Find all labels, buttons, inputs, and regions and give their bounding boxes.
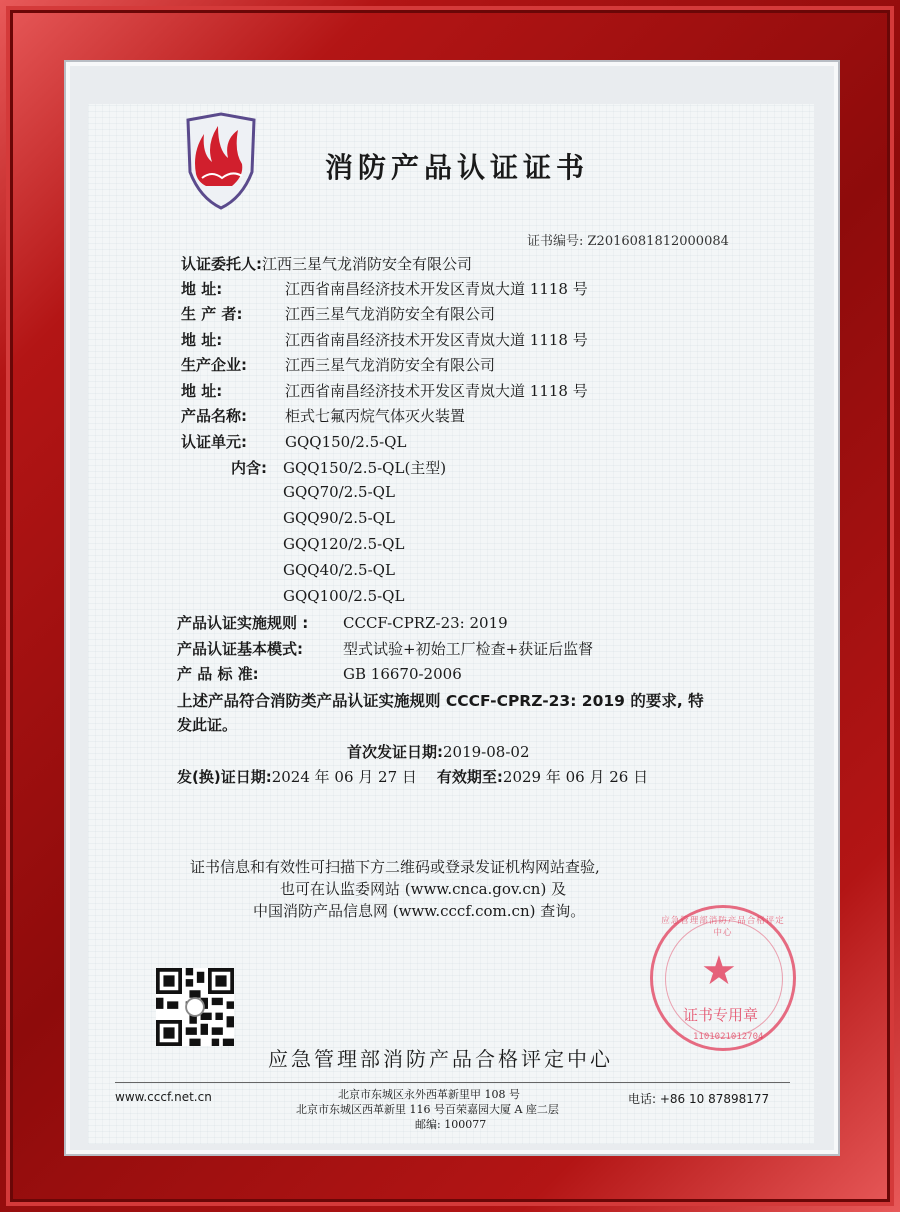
mode-label: 产品认证基本模式: xyxy=(177,640,303,658)
field-row xyxy=(181,329,588,350)
field-label: 生 产 者: xyxy=(181,305,243,323)
valid-value: 2029 年 06 月 26 日 xyxy=(502,768,649,786)
model-item: GQQ90/2.5-QL xyxy=(283,509,395,527)
first-issue-value: 2019-08-02 xyxy=(443,743,530,761)
issue-label: 发(换)证日期: xyxy=(177,768,272,786)
field-row xyxy=(181,405,465,426)
notice-line-3: 中国消防产品信息网 (www.cccf.com.cn) 查询。 xyxy=(253,902,586,920)
field-label: 认证委托人: xyxy=(181,255,262,273)
footer-address-2: 北京市东城区西革新里 116 号百荣嘉园大厦 A 座二层 xyxy=(296,1103,559,1116)
seal-ring-text: 应急管理部消防产品合格评定中心 xyxy=(661,916,785,938)
statement-line-2: 发此证。 xyxy=(177,716,238,734)
certificate-number: 证书编号: Z2016081812000084 xyxy=(527,234,729,249)
field-label: 生产企业: xyxy=(181,356,247,374)
field-row xyxy=(181,253,472,274)
rule-value: CCCF-CPRZ-23: 2019 xyxy=(343,614,508,632)
official-seal xyxy=(650,905,796,1051)
field-label: 地 址: xyxy=(181,280,223,298)
issuer-name: 应急管理部消防产品合格评定中心 xyxy=(268,1047,613,1071)
field-label: 认证单元: xyxy=(181,433,247,451)
field-label: 产品名称: xyxy=(181,407,247,425)
field-row xyxy=(181,303,495,324)
footer-phone: 电话: +86 10 87898177 xyxy=(628,1092,770,1106)
field-label: 地 址: xyxy=(181,382,223,400)
standard-value: GB 16670-2006 xyxy=(343,665,462,683)
first-issue-label: 首次发证日期: xyxy=(347,743,443,761)
model-item: GQQ150/2.5-QL(主型) xyxy=(283,459,447,477)
field-value: 江西省南昌经济技术开发区青岚大道 1118 号 xyxy=(285,280,588,298)
field-value: 江西省南昌经济技术开发区青岚大道 1118 号 xyxy=(285,331,588,349)
standard-row xyxy=(177,663,462,684)
field-value: 江西三星气龙消防安全有限公司 xyxy=(262,255,473,273)
field-row xyxy=(181,380,588,401)
standard-label: 产 品 标 准: xyxy=(177,665,259,683)
notice-line-2: 也可在认监委网站 (www.cnca.gov.cn) 及 xyxy=(280,880,567,898)
field-value: 江西省南昌经济技术开发区青岚大道 1118 号 xyxy=(285,382,588,400)
footer-divider xyxy=(115,1082,790,1083)
field-label: 地 址: xyxy=(181,331,223,349)
seal-center-text: 证书专用章 xyxy=(683,1006,759,1024)
certificate-title: 消防产品认证证书 xyxy=(325,151,590,184)
notice-line-1: 证书信息和有效性可扫描下方二维码或登录发证机构网站查验, xyxy=(190,858,600,876)
model-item: GQQ70/2.5-QL xyxy=(283,483,395,501)
seal-star-icon: ★ xyxy=(701,948,737,994)
field-value: 江西三星气龙消防安全有限公司 xyxy=(285,305,496,323)
field-value: GQQ150/2.5-QL xyxy=(285,433,407,451)
field-row xyxy=(181,278,588,299)
mode-row xyxy=(177,638,593,659)
model-item: GQQ120/2.5-QL xyxy=(283,535,405,553)
model-item: GQQ40/2.5-QL xyxy=(283,561,395,579)
field-row xyxy=(181,354,495,375)
contains-label: 内含: xyxy=(231,459,267,477)
fire-shield-logo-icon xyxy=(182,112,260,212)
field-value: 柜式七氟丙烷气体灭火装置 xyxy=(285,407,466,425)
footer-website[interactable]: www.cccf.net.cn xyxy=(115,1090,212,1104)
rule-row xyxy=(177,612,508,633)
statement-line-1: 上述产品符合消防类产品认证实施规则 CCCF-CPRZ-23: 2019 的要求, 特 xyxy=(177,692,704,710)
issue-row xyxy=(177,766,648,787)
valid-label: 有效期至: xyxy=(436,768,503,786)
mode-value: 型式试验+初始工厂检查+获证后监督 xyxy=(343,640,594,658)
field-row xyxy=(181,431,406,452)
footer-postcode: 邮编: 100077 xyxy=(415,1118,487,1131)
seal-number: 1101021012704 xyxy=(693,1032,764,1042)
issue-value: 2024 年 06 月 27 日 xyxy=(271,768,417,786)
footer-address-1: 北京市东城区永外西革新里甲 108 号 xyxy=(338,1088,520,1101)
model-item: GQQ100/2.5-QL xyxy=(283,587,405,605)
first-issue-row xyxy=(347,741,529,762)
qr-code-icon[interactable] xyxy=(156,968,234,1046)
field-value: 江西三星气龙消防安全有限公司 xyxy=(285,356,496,374)
rule-label: 产品认证实施规则 : xyxy=(177,614,309,632)
